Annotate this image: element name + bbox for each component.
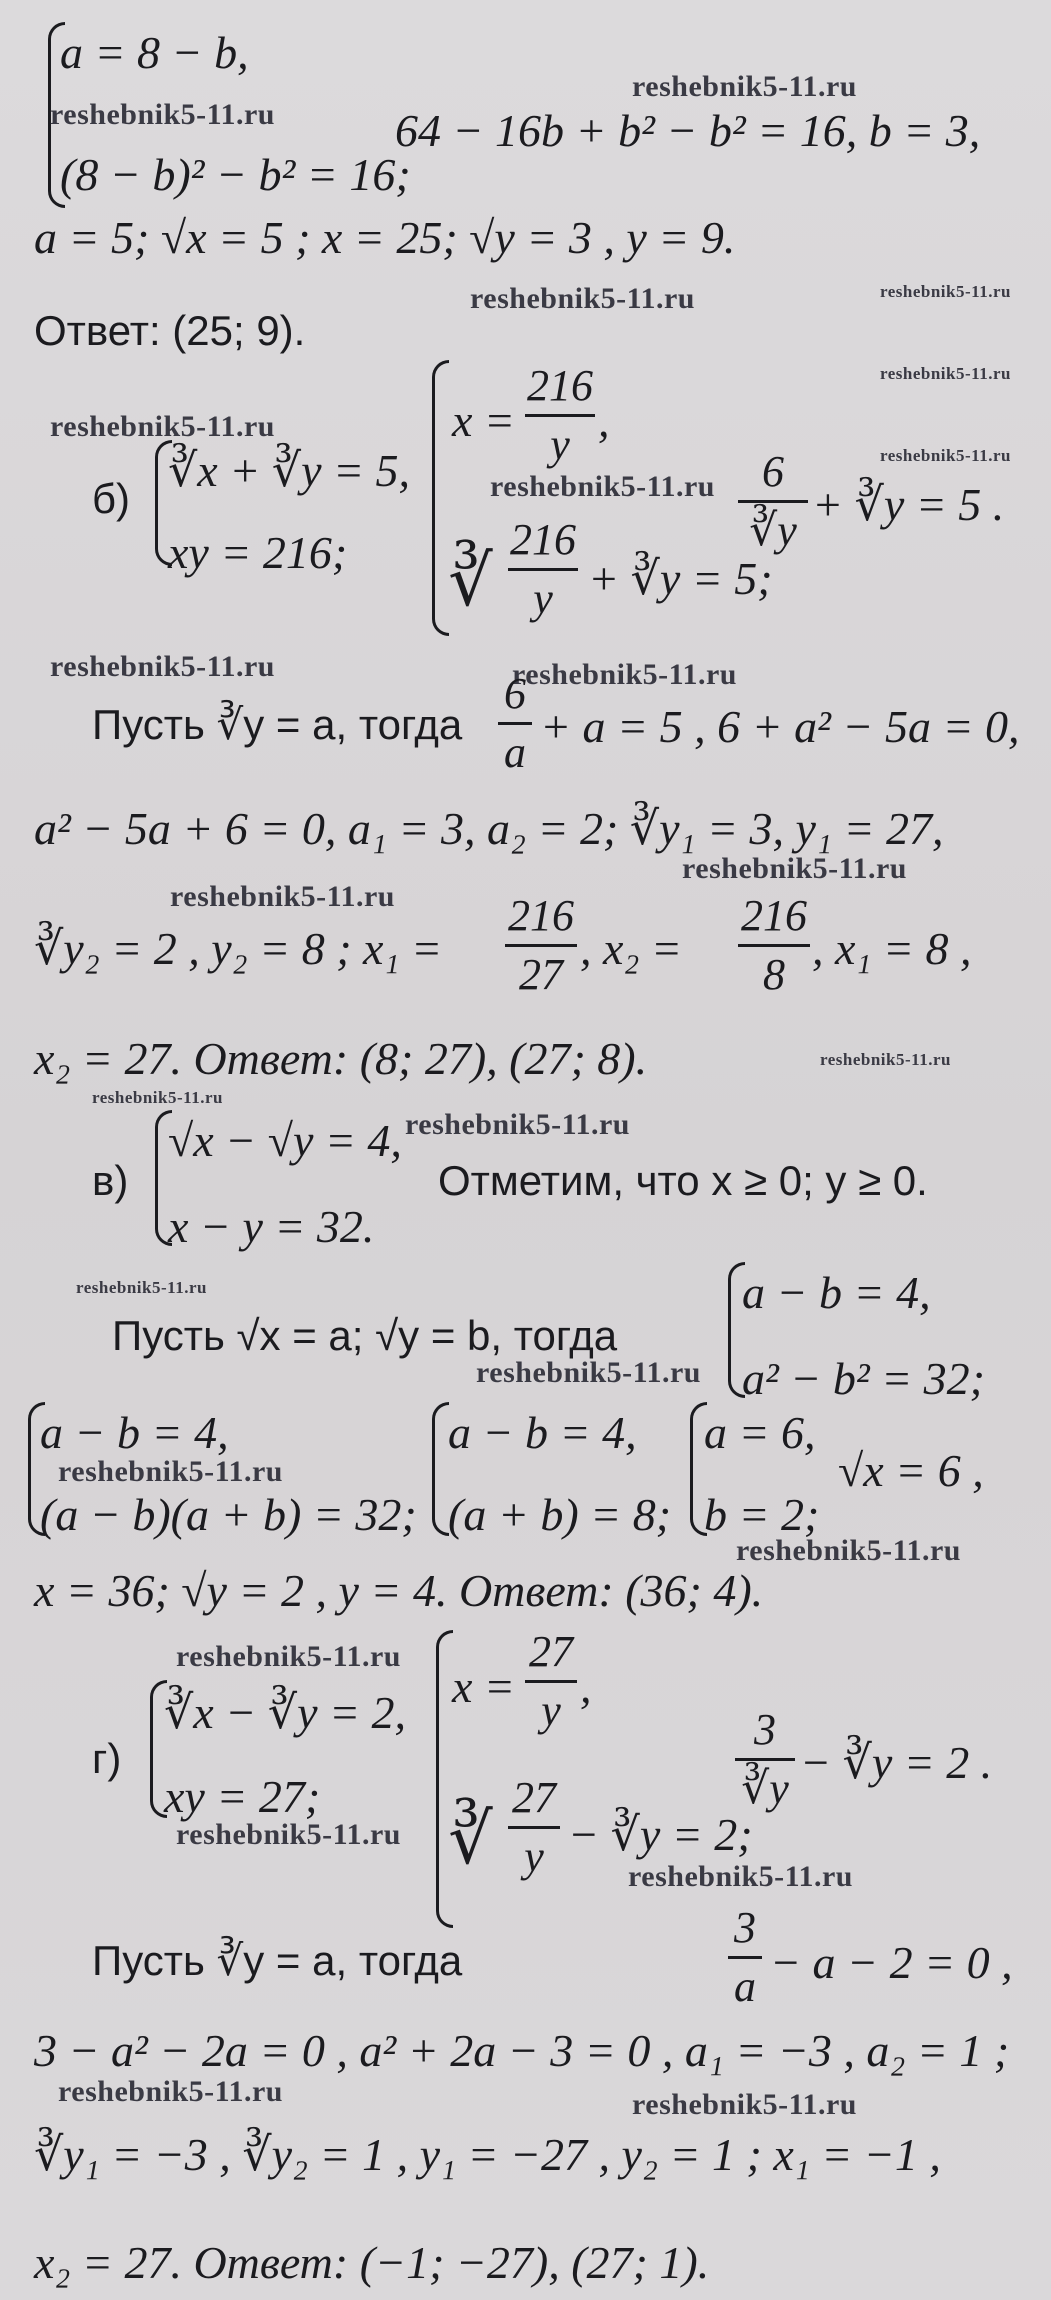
equation-line: + ∛y = 5; xyxy=(588,553,773,604)
watermark: reshebnik5-11.ru xyxy=(76,1278,207,1297)
watermark: reshebnik5-11.ru xyxy=(470,282,695,315)
equation-line: a − b = 4, xyxy=(40,1407,229,1458)
equation-text: , xyxy=(580,1661,592,1712)
equation-line: , x₁ = 8 , xyxy=(812,923,972,974)
equation-line: − ∛y = 2; xyxy=(568,1809,753,1860)
fraction xyxy=(508,515,578,623)
answer-line: x = 36; √y = 2 , y = 4. Ответ: (36; 4). xyxy=(34,1565,764,1616)
watermark: reshebnik5-11.ru xyxy=(92,1088,223,1107)
equation-line: ∛y₁ = −3 , ∛y₂ = 1 , y₁ = −27 , y₂ = 1 ; x₁ = −1 , xyxy=(34,2129,941,2180)
watermark: reshebnik5-11.ru xyxy=(628,1860,853,1893)
fraction-numerator: 216 xyxy=(508,891,574,940)
equation-text: , xyxy=(598,395,610,446)
watermark: reshebnik5-11.ru xyxy=(632,2088,857,2121)
equation-line: a = 8 − b, xyxy=(60,27,249,78)
equation-line: − ∛y = 2 . xyxy=(800,1737,993,1788)
watermark: reshebnik5-11.ru xyxy=(490,470,715,503)
fraction-denominator: y xyxy=(550,420,570,469)
equation-line: 64 − 16b + b² − b² = 16, b = 3, xyxy=(395,105,981,156)
equation-line: a = 5; √x = 5 ; x = 25; √y = 3 , y = 9. xyxy=(34,212,736,263)
equation-line: a − b = 4, xyxy=(448,1407,637,1458)
watermark: reshebnik5-11.ru xyxy=(880,282,1011,301)
fraction-denominator: y xyxy=(533,574,553,623)
watermark: reshebnik5-11.ru xyxy=(476,1356,701,1389)
fraction-denominator: y xyxy=(541,1686,561,1735)
watermark: reshebnik5-11.ru xyxy=(682,852,907,885)
watermark: reshebnik5-11.ru xyxy=(880,446,1011,465)
fraction xyxy=(525,361,595,469)
watermark: reshebnik5-11.ru xyxy=(820,1050,951,1069)
fraction-numerator: 216 xyxy=(741,891,807,940)
equation-line: a − b = 4, xyxy=(742,1267,931,1318)
watermark: reshebnik5-11.ru xyxy=(736,1534,961,1567)
watermark: reshebnik5-11.ru xyxy=(58,2075,283,2108)
fraction-numerator: 6 xyxy=(504,669,526,718)
equation-line: x − y = 32. xyxy=(168,1201,375,1252)
let-text: Пусть ∛y = a, тогда xyxy=(92,701,463,748)
system-brace xyxy=(432,1402,449,1536)
fraction-numerator: 27 xyxy=(512,1773,556,1822)
fraction-denominator: 27 xyxy=(519,950,563,999)
fraction-denominator: y xyxy=(524,1832,544,1881)
watermark: reshebnik5-11.ru xyxy=(880,364,1011,383)
answer-line: x₂ = 27. Ответ: (8; 27), (27; 8). xyxy=(34,1033,648,1084)
equation-line: √x = 6 , xyxy=(838,1445,984,1496)
part-label: б) xyxy=(92,475,131,522)
fraction-numerator: 216 xyxy=(527,361,593,410)
watermark: reshebnik5-11.ru xyxy=(176,1640,401,1673)
equation-line: xy = 216; xyxy=(168,527,348,578)
answer-line: x₂ = 27. Ответ: (−1; −27), (27; 1). xyxy=(34,2237,710,2288)
equation-line: ∛x + ∛y = 5, xyxy=(168,445,411,496)
equation-line: (8 − b)² − b² = 16; xyxy=(60,149,411,200)
equation-line: ∛y₂ = 2 , y₂ = 8 ; x₁ = xyxy=(34,923,442,974)
watermark: reshebnik5-11.ru xyxy=(176,1818,401,1851)
fraction xyxy=(728,1903,762,2011)
equation-line: + ∛y = 5 . xyxy=(812,479,1005,530)
fraction xyxy=(505,891,577,999)
fraction-numerator: 216 xyxy=(510,515,576,564)
equation-line: a² − 5a + 6 = 0, a₁ = 3, a₂ = 2; ∛y₁ = 3, y₁ = 27, xyxy=(34,803,944,854)
equation-line: + a = 5 , 6 + a² − 5a = 0, xyxy=(540,701,1020,752)
fraction-numerator: 27 xyxy=(529,1627,573,1676)
equation-line: xy = 27; xyxy=(164,1771,321,1822)
fraction xyxy=(738,891,810,999)
watermark: reshebnik5-11.ru xyxy=(58,1455,283,1488)
fraction-denominator: ∛y xyxy=(741,1764,789,1813)
equation-text: , x₂ = xyxy=(580,923,682,974)
equation-line: (a + b) = 8; xyxy=(448,1489,672,1540)
watermark: reshebnik5-11.ru xyxy=(170,880,395,913)
note-text: Отметим, что x ≥ 0; y ≥ 0. xyxy=(438,1157,928,1204)
answer-line: Ответ: (25; 9). xyxy=(34,307,306,354)
watermark: reshebnik5-11.ru xyxy=(50,410,275,443)
fraction xyxy=(498,669,532,777)
watermark: reshebnik5-11.ru xyxy=(632,70,857,103)
fraction xyxy=(525,1627,577,1735)
fraction-denominator: 8 xyxy=(763,950,785,999)
fraction-denominator: a xyxy=(504,728,526,777)
part-label: г) xyxy=(92,1735,122,1782)
fraction xyxy=(508,1773,560,1881)
fraction-numerator: 3 xyxy=(754,1705,776,1754)
equation-line: b = 2; xyxy=(704,1489,820,1540)
equation-line: ∛x − ∛y = 2, xyxy=(164,1687,407,1738)
equation-text: x = xyxy=(452,395,515,446)
equation-line: − a − 2 = 0 , xyxy=(770,1937,1013,1988)
fraction xyxy=(738,447,808,555)
watermark: reshebnik5-11.ru xyxy=(512,658,737,691)
watermark: reshebnik5-11.ru xyxy=(50,98,275,131)
system-brace xyxy=(432,360,449,636)
fraction-denominator: a xyxy=(734,1962,756,2011)
equation-line: √x − √y = 4, xyxy=(168,1115,402,1166)
cube-root-sign: ∛ xyxy=(448,544,493,621)
let-text: Пусть ∛y = a, тогда xyxy=(92,1937,463,1984)
let-text: Пусть √x = a; √y = b, тогда xyxy=(112,1312,618,1359)
watermark: reshebnik5-11.ru xyxy=(405,1108,630,1141)
equation-line: a² − b² = 32; xyxy=(742,1353,985,1404)
cube-root-sign: ∛ xyxy=(448,1802,493,1879)
equation-line: 3 − a² − 2a = 0 , a² + 2a − 3 = 0 , a₁ = −3 , a₂ = 1 ; xyxy=(34,2025,1010,2076)
system-brace xyxy=(436,1630,453,1928)
equation-line: a = 6, xyxy=(704,1407,816,1458)
watermark: reshebnik5-11.ru xyxy=(50,650,275,683)
equation-text: x = xyxy=(452,1661,515,1712)
fraction-denominator: ∛y xyxy=(749,506,797,555)
part-label: в) xyxy=(92,1157,129,1204)
equation-line: (a − b)(a + b) = 32; xyxy=(40,1489,417,1540)
fraction-numerator: 3 xyxy=(734,1903,756,1952)
fraction-numerator: 6 xyxy=(762,447,784,496)
fraction xyxy=(735,1705,795,1813)
